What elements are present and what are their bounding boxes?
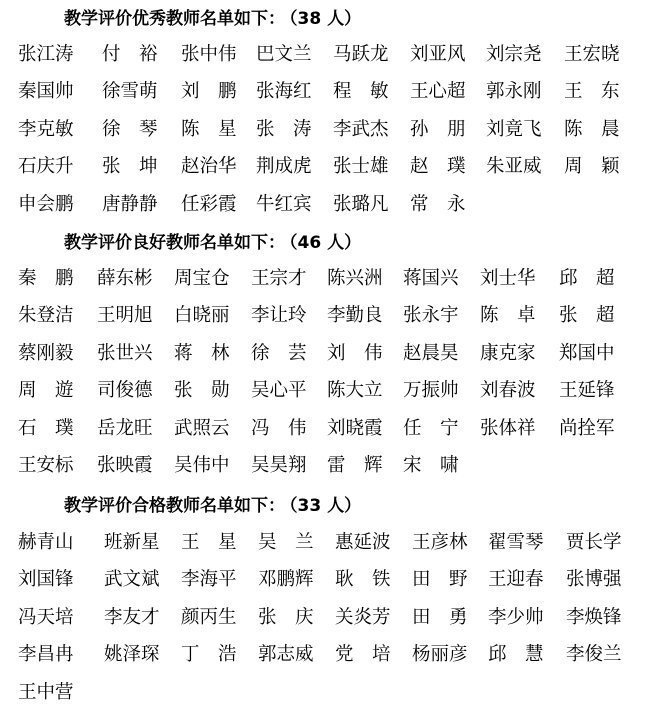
teacher-name: 耿 铁 [335, 569, 391, 591]
teacher-name: 郭永刚 [486, 81, 542, 103]
teacher-name: 李俊兰 [566, 644, 622, 666]
teacher-name: 张世兴 [97, 342, 153, 364]
teacher-name: 张映霞 [97, 454, 153, 476]
teacher-name: 郭志威 [258, 644, 314, 666]
teacher-name: 宋 啸 [403, 454, 459, 476]
teacher-name: 秦国帅 [18, 81, 74, 103]
teacher-name: 刘宗尧 [486, 44, 542, 65]
teacher-name: 周宝仓 [174, 268, 230, 289]
teacher-name: 王 东 [564, 81, 620, 103]
teacher-name: 杨丽彦 [412, 644, 468, 666]
teacher-name: 王宏晓 [564, 44, 620, 65]
teacher-name: 王宗才 [251, 268, 307, 289]
teacher-name: 王迎春 [488, 569, 544, 591]
teacher-name: 司俊德 [97, 380, 153, 402]
teacher-name: 徐雪萌 [102, 81, 158, 103]
teacher-name: 万振帅 [403, 380, 459, 402]
teacher-name: 周 颖 [564, 156, 620, 178]
teacher-name: 王延锋 [559, 380, 615, 402]
teacher-name: 邱 慧 [488, 644, 544, 666]
teacher-name: 张永宇 [403, 305, 459, 327]
teacher-name: 张中伟 [181, 44, 237, 65]
teacher-name: 丁 浩 [181, 644, 237, 666]
teacher-name: 张 庆 [258, 606, 314, 628]
teacher-name: 武照云 [174, 417, 230, 439]
teacher-name: 田 勇 [412, 606, 468, 628]
teacher-name: 石庆升 [18, 156, 74, 178]
teacher-name: 常 永 [410, 193, 466, 215]
teacher-name: 陈 卓 [480, 305, 536, 327]
teacher-name: 张 坤 [102, 156, 158, 178]
teacher-name: 张士雄 [333, 156, 389, 178]
teacher-name: 刘 鹏 [181, 81, 237, 103]
teacher-name: 张 勋 [174, 380, 230, 402]
section-heading-excellent [64, 6, 361, 32]
teacher-name: 李勤良 [327, 305, 383, 327]
teacher-name: 陈 晨 [564, 118, 620, 140]
teacher-name: 翟雪琴 [488, 532, 544, 553]
teacher-name: 徐 琴 [102, 118, 158, 140]
teacher-name: 牛红宾 [256, 193, 312, 215]
teacher-name: 刘士华 [480, 268, 536, 289]
good-teacher-list [18, 260, 648, 484]
teacher-name: 王心超 [410, 81, 466, 103]
teacher-name: 党 培 [335, 644, 391, 666]
teacher-name: 尚拴军 [559, 417, 615, 439]
teacher-name: 刘亚风 [410, 44, 466, 65]
teacher-name: 李焕锋 [566, 606, 622, 628]
section-title: 教学评价优秀教师名单如下： [64, 9, 285, 29]
teacher-name: 巴文兰 [256, 44, 312, 65]
teacher-name: 颜丙生 [181, 606, 237, 628]
section-title: 教学评价良好教师名单如下： [64, 233, 285, 253]
teacher-name: 吴心平 [251, 380, 307, 402]
teacher-name: 石 璞 [18, 417, 74, 439]
teacher-name: 刘 伟 [327, 342, 383, 364]
teacher-name: 王 星 [181, 532, 237, 553]
teacher-name: 班新星 [104, 532, 160, 553]
teacher-name: 吴昊翔 [251, 454, 307, 476]
teacher-name: 徐 芸 [251, 342, 307, 364]
teacher-name: 赵治华 [181, 156, 237, 178]
section-heading-good [64, 230, 361, 256]
teacher-name: 贾长学 [566, 532, 622, 553]
teacher-name: 赵 璞 [410, 156, 466, 178]
teacher-name: 武文斌 [104, 569, 160, 591]
teacher-name: 李武杰 [333, 118, 389, 140]
section-heading-qualified [64, 493, 361, 519]
teacher-name: 朱亚威 [486, 156, 542, 178]
teacher-name: 白晓丽 [174, 305, 230, 327]
teacher-name: 王明旭 [97, 305, 153, 327]
teacher-name: 任 宁 [403, 417, 459, 439]
teacher-name: 刘竟飞 [486, 118, 542, 140]
teacher-name: 李友才 [104, 606, 160, 628]
teacher-name: 赫青山 [18, 532, 74, 553]
teacher-name: 邓鹏辉 [258, 569, 314, 591]
teacher-name: 雷 辉 [327, 454, 383, 476]
teacher-name: 王彦林 [412, 532, 468, 553]
teacher-name: 张海红 [256, 81, 312, 103]
teacher-name: 张江涛 [18, 44, 74, 65]
teacher-name: 朱登洁 [18, 305, 74, 327]
teacher-name: 刘晓霞 [327, 417, 383, 439]
teacher-name: 马跃龙 [333, 44, 389, 65]
teacher-name: 李让玲 [251, 305, 307, 327]
teacher-name: 刘国锋 [18, 569, 74, 591]
teacher-name: 李克敏 [18, 118, 74, 140]
section-count: （46 人） [289, 233, 362, 253]
section-count: （33 人） [289, 496, 362, 516]
teacher-name: 张 超 [559, 305, 615, 327]
teacher-name: 李海平 [181, 569, 237, 591]
teacher-name: 冯天培 [18, 606, 74, 628]
teacher-name: 刘春波 [480, 380, 536, 402]
teacher-name: 陈大立 [327, 380, 383, 402]
section-title: 教学评价合格教师名单如下： [64, 496, 285, 516]
teacher-name: 邱 超 [559, 268, 615, 289]
teacher-name: 张体祥 [480, 417, 536, 439]
teacher-name: 张璐凡 [333, 193, 389, 215]
excellent-teacher-list [18, 36, 648, 223]
teacher-name: 惠延波 [335, 532, 391, 553]
teacher-name: 蔡刚毅 [18, 342, 74, 364]
teacher-name: 冯 伟 [251, 417, 307, 439]
teacher-name: 申会鹏 [18, 193, 74, 215]
teacher-name: 周 遊 [18, 380, 74, 402]
teacher-name: 姚泽琛 [104, 644, 160, 666]
teacher-name: 李少帅 [488, 606, 544, 628]
teacher-name: 张博强 [566, 569, 622, 591]
teacher-name: 蒋国兴 [403, 268, 459, 289]
teacher-name: 蒋 林 [174, 342, 230, 364]
section-count: （38 人） [289, 9, 362, 29]
teacher-name: 李昌冉 [18, 644, 74, 666]
teacher-name: 吴伟中 [174, 454, 230, 476]
teacher-name: 康克家 [480, 342, 536, 364]
teacher-name: 程 敏 [333, 81, 389, 103]
teacher-name: 秦 鹏 [18, 268, 74, 289]
teacher-name: 郑国中 [559, 342, 615, 364]
teacher-name: 薛东彬 [97, 268, 153, 289]
teacher-name: 付 裕 [102, 44, 158, 65]
teacher-name: 王中营 [18, 681, 74, 703]
teacher-name: 吴 兰 [258, 532, 314, 553]
teacher-name: 任彩霞 [181, 193, 237, 215]
teacher-name: 岳龙旺 [97, 417, 153, 439]
teacher-name: 张 涛 [256, 118, 312, 140]
teacher-name: 陈兴洲 [327, 268, 383, 289]
teacher-name: 陈 星 [181, 118, 237, 140]
teacher-name: 唐静静 [102, 193, 158, 215]
teacher-name: 荆成虎 [256, 156, 312, 178]
teacher-name: 田 野 [412, 569, 468, 591]
teacher-name: 关炎芳 [335, 606, 391, 628]
qualified-teacher-list [18, 524, 648, 711]
teacher-name: 赵晨昊 [403, 342, 459, 364]
teacher-name: 孙 朋 [410, 118, 466, 140]
teacher-name: 王安标 [18, 454, 74, 476]
